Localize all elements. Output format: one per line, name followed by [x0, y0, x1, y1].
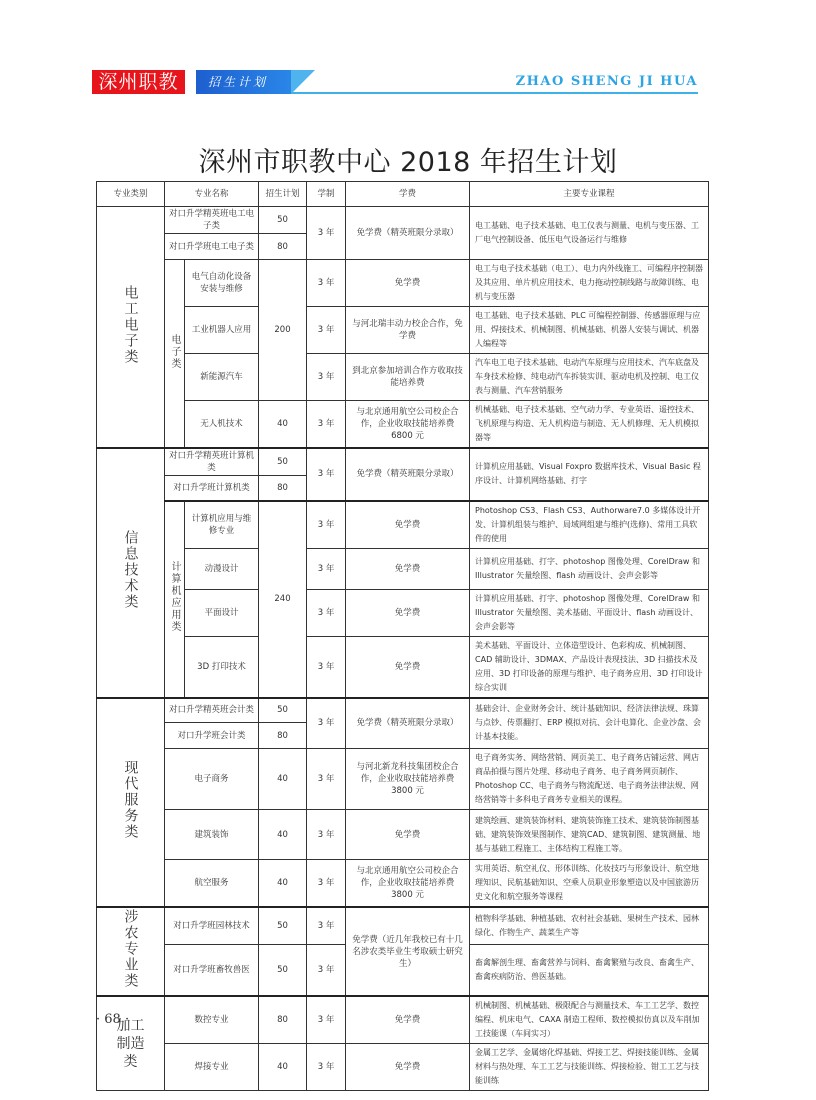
major-name: 对口升学班电工电子类 — [165, 234, 259, 260]
plan-count: 80 — [259, 476, 307, 501]
major-name: 无人机技术 — [185, 401, 259, 449]
table-row — [97, 996, 709, 1044]
duration: 3 年 — [307, 636, 346, 698]
courses: 电工与电子技术基础（电工）、电力内外线施工、可编程序控制器及其应用、单片机应用技术、电力拖动控制线路与故障训练、电机与变压器 — [470, 260, 709, 307]
table-row — [97, 1044, 709, 1091]
plan-count: 50 — [259, 207, 307, 234]
table-row — [97, 207, 709, 234]
courses: 实用英语、航空礼仪、形体训练、化妆技巧与形象设计、航空地理知识、民航基础知识、空乘人员职业形象塑造以及中国旅游历史文化和航空服务等课程 — [470, 860, 709, 908]
plan-count: 40 — [259, 810, 307, 860]
page-number: · 68 · — [96, 1012, 130, 1027]
plan-count: 80 — [259, 234, 307, 260]
tuition: 免学费 — [346, 501, 470, 549]
courses: 植物科学基础、种植基础、农村社会基础、果树生产技术、园林绿化、作物生产、蔬菜生产等 — [470, 907, 709, 945]
duration: 3 年 — [307, 945, 346, 997]
col-header: 学制 — [307, 182, 346, 207]
courses: 电工基础、电子技术基础、电工仪表与测量、电机与变压器、工厂电气控制设备、低压电气设备运行与维修 — [470, 207, 709, 260]
banner-rule — [291, 92, 698, 94]
duration: 3 年 — [307, 307, 346, 354]
courses: 建筑绘画、建筑装饰材料、建筑装饰施工技术、建筑装饰制图基础、建筑装饰效果图制作、建筑CAD、建筑制图、建筑测量、地基与基础工程施工、主体结构工程施工等。 — [470, 810, 709, 860]
category-cell: 信息技术类 — [97, 448, 165, 698]
plan-count: 40 — [259, 401, 307, 449]
duration: 3 年 — [307, 907, 346, 945]
plan-count: 80 — [259, 723, 307, 749]
duration: 3 年 — [307, 589, 346, 636]
duration: 3 年 — [307, 548, 346, 589]
duration: 3 年 — [307, 354, 346, 401]
plan-count: 50 — [259, 448, 307, 476]
courses: 电工基础、电子技术基础、PLC 可编程控制器、传感器原理与应用、焊接技术、机械制图、机械基础、机器人安装与调试、机器人编程等 — [470, 307, 709, 354]
tuition: 免学费 — [346, 636, 470, 698]
major-name: 数控专业 — [165, 996, 259, 1044]
table-header-row — [97, 182, 709, 207]
table-row — [97, 448, 709, 476]
duration: 3 年 — [307, 401, 346, 449]
plan-count: 40 — [259, 1044, 307, 1091]
courses: 计算机应用基础、打字、photoshop 图像处理、CorelDraw 和 Illustrator 矢量绘图、flash 动画设计、会声会影等 — [470, 548, 709, 589]
tuition: 免学费（近几年我校已有十几名涉农类毕业生考取硕士研究生） — [346, 907, 470, 996]
category-cell: 电工电子类 — [97, 207, 165, 449]
table-row — [97, 749, 709, 810]
tuition: 免学费 — [346, 589, 470, 636]
col-header: 主要专业课程 — [470, 182, 709, 207]
table-row — [97, 698, 709, 723]
plan-count: 200 — [259, 260, 307, 401]
courses: 基础会计、企业财务会计、统计基础知识、经济法律法规、珠算与点钞、传票翻打、ERP 模拟对抗、会计电算化、企业沙盘、会计基本技能。 — [470, 698, 709, 749]
courses: 机械制图、机械基础、极限配合与测量技术、车工工艺学、数控编程、机床电气、CAXA 制造工程师、数控模拟仿真以及车削加工技能课（车间实习） — [470, 996, 709, 1044]
table-row — [97, 354, 709, 401]
major-name: 动漫设计 — [185, 548, 259, 589]
major-name: 工业机器人应用 — [185, 307, 259, 354]
col-header: 招生计划 — [259, 182, 307, 207]
table-row — [97, 810, 709, 860]
table-row — [97, 501, 709, 549]
category-cell: 现代服务类 — [97, 698, 165, 908]
courses: 汽车电工电子技术基础、电动汽车原理与应用技术、汽车底盘及车身技术检修、纯电动汽车拆装实训、驱动电机及控制、电工仪表与测量、汽车营销服务 — [470, 354, 709, 401]
duration: 3 年 — [307, 996, 346, 1044]
major-name: 焊接专业 — [165, 1044, 259, 1091]
tuition: 与河北新龙科技集团校企合作，企业收取技能培养费 3800 元 — [346, 749, 470, 810]
tuition: 免学费 — [346, 260, 470, 307]
major-name: 平面设计 — [185, 589, 259, 636]
table-row — [97, 307, 709, 354]
courses: Photoshop CS3、Flash CS3、Authorware7.0 多媒体设计开发、计算机组装与维护、局域网组建与维护(选修)、常用工具软件的使用 — [470, 501, 709, 549]
major-name: 电气自动化设备安装与维修 — [185, 260, 259, 307]
category-cell: 涉农专业类 — [97, 907, 165, 996]
plan-count: 40 — [259, 749, 307, 810]
subgroup-cell: 计算机应用类 — [165, 501, 185, 698]
page-banner — [92, 70, 698, 96]
section-tag: 招生计划 — [196, 70, 291, 94]
table-row — [97, 401, 709, 449]
tuition: 免学费 — [346, 548, 470, 589]
tuition: 与北京通用航空公司校企合作，企业收取技能培养费 3800 元 — [346, 860, 470, 908]
duration: 3 年 — [307, 749, 346, 810]
major-name: 3D 打印技术 — [185, 636, 259, 698]
duration: 3 年 — [307, 501, 346, 549]
duration: 3 年 — [307, 860, 346, 908]
duration: 3 年 — [307, 207, 346, 260]
major-name: 建筑装饰 — [165, 810, 259, 860]
duration: 3 年 — [307, 698, 346, 749]
major-name: 对口升学班计算机类 — [165, 476, 259, 501]
major-name: 对口升学班畜牧兽医 — [165, 945, 259, 997]
plan-count: 50 — [259, 907, 307, 945]
major-name: 航空服务 — [165, 860, 259, 908]
category-cell: 加工制造类 — [97, 996, 165, 1091]
table-row — [97, 636, 709, 698]
plan-count: 50 — [259, 698, 307, 723]
courses: 畜禽解剖生理、畜禽营养与饲料、畜禽繁殖与改良、畜禽生产、畜禽疾病防治、兽医基础。 — [470, 945, 709, 997]
table-row — [97, 589, 709, 636]
major-name: 对口升学班会计类 — [165, 723, 259, 749]
brand-label: 深州职教 — [92, 70, 185, 94]
tuition: 免学费（精英班限分录取） — [346, 698, 470, 749]
major-name: 对口升学班园林技术 — [165, 907, 259, 945]
plan-count: 80 — [259, 996, 307, 1044]
duration: 3 年 — [307, 260, 346, 307]
subgroup-cell: 电子类 — [165, 260, 185, 449]
tuition: 免学费 — [346, 1044, 470, 1091]
duration: 3 年 — [307, 810, 346, 860]
duration: 3 年 — [307, 1044, 346, 1091]
courses: 电子商务实务、网络营销、网页美工、电子商务店铺运营、网店商品拍摄与图片处理、移动电子商务、电子商务网页制作、Photoshop CC、电子商务与物流配送、电子商务法律法规、网络营销等十多科电子商务专业相关的课程。 — [470, 749, 709, 810]
tuition: 免学费 — [346, 996, 470, 1044]
table-row — [97, 260, 709, 307]
major-name: 对口升学精英班会计类 — [165, 698, 259, 723]
tuition: 到北京参加培训合作方收取技能培养费 — [346, 354, 470, 401]
col-header: 专业类别 — [97, 182, 165, 207]
duration: 3 年 — [307, 448, 346, 501]
col-header: 学费 — [346, 182, 470, 207]
col-header: 专业名称 — [165, 182, 259, 207]
major-name: 计算机应用与维修专业 — [185, 501, 259, 549]
page-title: 深州市职教中心 2018 年招生计划 — [198, 147, 618, 178]
table-row — [97, 548, 709, 589]
plan-count: 40 — [259, 860, 307, 908]
courses: 计算机应用基础、打字、photoshop 图像处理、CorelDraw 和 Illustrator 矢量绘图、美术基础、平面设计、flash 动画设计、会声会影等 — [470, 589, 709, 636]
tuition: 与北京通用航空公司校企合作，企业收取技能培养费 6800 元 — [346, 401, 470, 449]
tuition: 免学费 — [346, 810, 470, 860]
major-name: 新能源汽车 — [185, 354, 259, 401]
table-row — [97, 860, 709, 908]
courses: 金属工艺学、金属熔化焊基础、焊接工艺、焊接技能训练、金属材料与热处理、车工工艺与技能训练、焊接检验、钳工工艺与技能训练 — [470, 1044, 709, 1091]
major-name: 对口升学精英班电工电子类 — [165, 207, 259, 234]
section-pinyin: ZHAO SHENG JI HUA — [515, 74, 698, 89]
courses: 计算机应用基础、Visual Foxpro 数据库技术、Visual Basic 程序设计、计算机网络基础、打字 — [470, 448, 709, 501]
plan-count: 240 — [259, 501, 307, 698]
plan-count: 50 — [259, 945, 307, 997]
tuition: 免学费（精英班限分录取） — [346, 448, 470, 501]
tuition: 免学费（精英班限分录取） — [346, 207, 470, 260]
table-row — [97, 907, 709, 945]
enrollment-plan-table — [96, 181, 709, 1091]
major-name: 对口升学精英班计算机类 — [165, 448, 259, 476]
courses: 机械基础、电子技术基础、空气动力学、专业英语、遥控技术、飞机原理与构造、无人机构造与制造、无人机修理、无人机模拟器等 — [470, 401, 709, 449]
courses: 美术基础、平面设计、立体造型设计、色彩构成、机械制图、CAD 辅助设计、3DMAX、产品设计表现技法、3D 扫描技术及应用、3D 打印设备的原理与维护、电子商务应用、3D 打印设计综合实训 — [470, 636, 709, 698]
major-name: 电子商务 — [165, 749, 259, 810]
tuition: 与河北瑞丰动力校企合作，免学费 — [346, 307, 470, 354]
tag-slant-decoration — [291, 70, 315, 94]
